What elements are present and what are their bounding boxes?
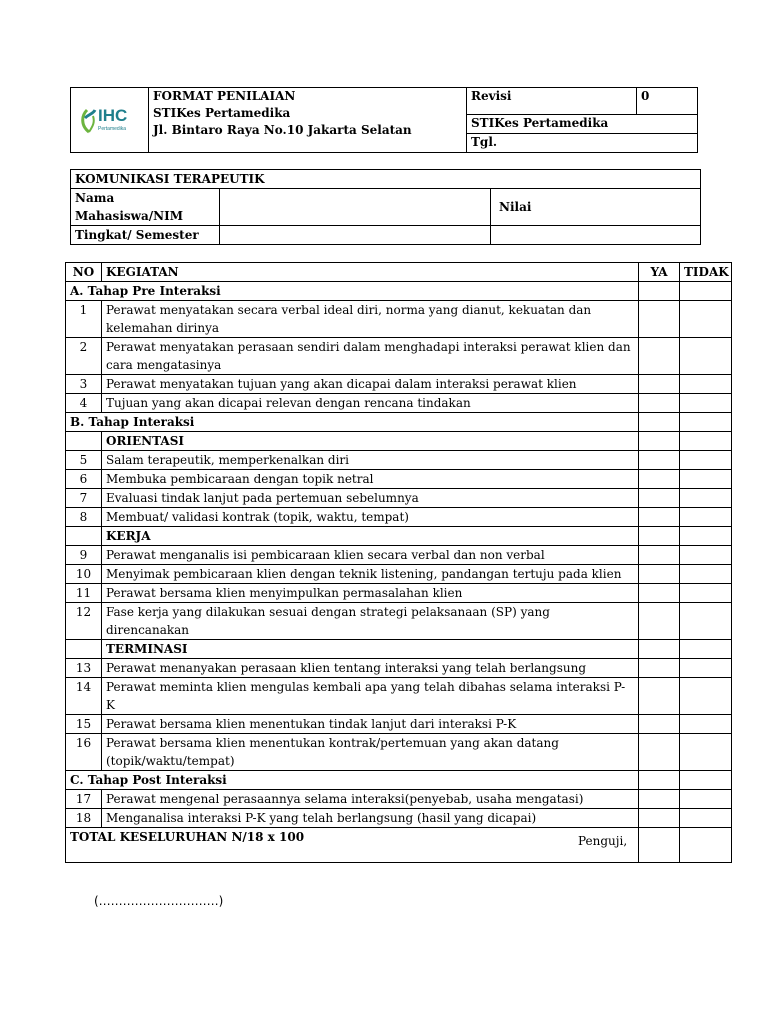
table-row [66, 734, 732, 771]
item-text: Tujuan yang akan dicapai relevan dengan rencana tindakan [102, 394, 639, 413]
item-text: Salam terapeutik, memperkenalkan diri [102, 451, 639, 470]
table-row [66, 301, 732, 338]
ya-cell[interactable] [639, 489, 680, 508]
tidak-cell[interactable] [680, 508, 732, 527]
item-number: 9 [66, 546, 102, 565]
ya-cell[interactable] [639, 809, 680, 828]
section-interaksi [66, 413, 732, 432]
ya-cell[interactable] [639, 715, 680, 734]
item-text: Membuat/ validasi kontrak (topik, waktu, tempat) [102, 508, 639, 527]
tidak-cell[interactable] [680, 413, 732, 432]
table-row [66, 451, 732, 470]
nilai-label: Nilai [491, 189, 701, 226]
section-pre-interaksi-label: A. Tahap Pre Interaksi [66, 282, 639, 301]
item-text: Perawat menyatakan tujuan yang akan dicapai dalam interaksi perawat klien [102, 375, 639, 394]
tidak-cell[interactable] [680, 527, 732, 546]
tidak-cell[interactable] [680, 678, 732, 715]
table-row [66, 809, 732, 828]
item-number: 2 [66, 338, 102, 375]
item-number: 8 [66, 508, 102, 527]
table-row [66, 546, 732, 565]
ya-cell[interactable] [639, 282, 680, 301]
tidak-cell[interactable] [680, 470, 732, 489]
ya-cell[interactable] [639, 584, 680, 603]
item-text: Perawat bersama klien menentukan tindak lanjut dari interaksi P-K [102, 715, 639, 734]
tidak-cell[interactable] [680, 282, 732, 301]
section-pre-interaksi [66, 282, 732, 301]
subsection-kerja-label: KERJA [102, 527, 639, 546]
table-row [66, 584, 732, 603]
subsection-kerja [66, 527, 732, 546]
item-text: Evaluasi tindak lanjut pada pertemuan sebelumnya [102, 489, 639, 508]
item-text: Perawat meminta klien mengulas kembali apa yang telah dibahas selama interaksi P-K [102, 678, 639, 715]
tidak-cell[interactable] [680, 301, 732, 338]
header-institution-cell [149, 88, 467, 153]
item-text: Membuka pembicaraan dengan topik netral [102, 470, 639, 489]
tidak-cell[interactable] [680, 659, 732, 678]
table-row [66, 470, 732, 489]
item-text: Perawat mengenal perasaannya selama interaksi(penyebab, usaha mengatasi) [102, 790, 639, 809]
revisi-label: Revisi [467, 88, 637, 115]
item-text: Perawat bersama klien menyimpulkan permasalahan klien [102, 584, 639, 603]
institution-address: Jl. Bintaro Raya No.10 Jakarta Selatan [153, 123, 412, 137]
logo-subtext: Pertamedika [98, 126, 127, 132]
section-post-interaksi-label: C. Tahap Post Interaksi [66, 771, 639, 790]
tidak-cell[interactable] [680, 451, 732, 470]
ya-cell[interactable] [639, 603, 680, 640]
logo-text: IHC [98, 106, 128, 125]
item-text: Perawat bersama klien menentukan kontrak/pertemuan yang akan datang (topik/waktu/tempat) [102, 734, 639, 771]
signature-line: (…………………………) [94, 894, 224, 908]
item-text: Perawat menyatakan secara verbal ideal diri, norma yang dianut, kekuatan dan kelemahan dirinya [102, 301, 639, 338]
ya-cell[interactable] [639, 432, 680, 451]
col-ya: YA [639, 263, 680, 282]
item-number: 4 [66, 394, 102, 413]
ya-cell[interactable] [639, 527, 680, 546]
tidak-cell[interactable] [680, 394, 732, 413]
ya-cell[interactable] [639, 338, 680, 375]
table-row [66, 659, 732, 678]
subsection-orientasi-label: ORIENTASI [102, 432, 639, 451]
ya-cell[interactable] [639, 546, 680, 565]
tgl-label: Tgl. [467, 134, 698, 153]
tidak-cell[interactable] [680, 640, 732, 659]
assessment-table-body [66, 263, 732, 863]
table-row [66, 678, 732, 715]
tidak-cell[interactable] [680, 790, 732, 809]
tidak-cell[interactable] [680, 546, 732, 565]
tidak-cell[interactable] [680, 338, 732, 375]
table-row [66, 790, 732, 809]
form-title: FORMAT PENILAIAN [153, 89, 296, 103]
tidak-cell[interactable] [680, 432, 732, 451]
empty-no-cell [66, 432, 102, 451]
header-table [70, 87, 698, 153]
ya-cell[interactable] [639, 771, 680, 790]
ya-cell[interactable] [639, 451, 680, 470]
col-kegiatan: KEGIATAN [102, 263, 639, 282]
ya-cell[interactable] [639, 301, 680, 338]
nama-label-line1: Nama [75, 191, 115, 205]
item-number: 6 [66, 470, 102, 489]
table-row [66, 508, 732, 527]
item-text: Perawat menanyakan perasaan klien tentang interaksi yang telah berlangsung [102, 659, 639, 678]
item-text: Fase kerja yang dilakukan sesuai dengan strategi pelaksanaan (SP) yang direncanakan [102, 603, 639, 640]
total-row [66, 828, 732, 863]
tidak-cell[interactable] [680, 771, 732, 790]
total-label: TOTAL KESELURUHAN N/18 x 100 [66, 828, 639, 863]
col-no: NO [66, 263, 102, 282]
item-number: 18 [66, 809, 102, 828]
student-info-table [70, 169, 701, 245]
ya-cell[interactable] [639, 375, 680, 394]
tidak-cell[interactable] [680, 584, 732, 603]
tidak-cell[interactable] [680, 715, 732, 734]
item-text: Perawat menyatakan perasaan sendiri dalam menghadapi interaksi perawat klien dan cara mengatasinya [102, 338, 639, 375]
table-header-row [66, 263, 732, 282]
item-number: 15 [66, 715, 102, 734]
empty-no-cell [66, 527, 102, 546]
table-row [66, 603, 732, 640]
subsection-orientasi [66, 432, 732, 451]
nama-label [71, 189, 220, 226]
ya-cell[interactable] [639, 565, 680, 584]
tidak-cell[interactable] [680, 809, 732, 828]
item-text: Perawat menganalis isi pembicaraan klien secara verbal dan non verbal [102, 546, 639, 565]
ihc-logo [71, 88, 149, 152]
table-row [66, 375, 732, 394]
section-interaksi-label: B. Tahap Interaksi [66, 413, 639, 432]
item-number: 17 [66, 790, 102, 809]
ya-cell[interactable] [639, 413, 680, 432]
item-text: Menyimak pembicaraan klien dengan teknik listening, pandangan tertuju pada klien [102, 565, 639, 584]
ya-cell[interactable] [639, 640, 680, 659]
table-row [66, 565, 732, 584]
ya-cell[interactable] [639, 659, 680, 678]
item-number: 5 [66, 451, 102, 470]
item-number: 10 [66, 565, 102, 584]
item-number: 7 [66, 489, 102, 508]
item-number: 11 [66, 584, 102, 603]
penguji-label: Penguji, [578, 834, 628, 848]
nama-label-line2: Mahasiswa/NIM [75, 209, 183, 223]
ya-cell[interactable] [639, 394, 680, 413]
institution-name: STIKes Pertamedika [153, 106, 291, 120]
table-row [66, 338, 732, 375]
ya-cell[interactable] [639, 508, 680, 527]
total-tidak-cell[interactable] [680, 828, 732, 863]
tidak-cell[interactable] [680, 734, 732, 771]
item-number: 13 [66, 659, 102, 678]
table-row [66, 394, 732, 413]
item-number: 14 [66, 678, 102, 715]
tidak-cell[interactable] [680, 603, 732, 640]
ya-cell[interactable] [639, 790, 680, 809]
ya-cell[interactable] [639, 734, 680, 771]
right-institution: STIKes Pertamedika [467, 115, 698, 134]
ya-cell[interactable] [639, 678, 680, 715]
ya-cell[interactable] [639, 470, 680, 489]
subsection-terminasi [66, 640, 732, 659]
empty-no-cell [66, 640, 102, 659]
section-post-interaksi [66, 771, 732, 790]
revisi-value: 0 [637, 88, 698, 115]
tidak-cell[interactable] [680, 565, 732, 584]
item-text: Menganalisa interaksi P-K yang telah berlangsung (hasil yang dicapai) [102, 809, 639, 828]
item-number: 12 [66, 603, 102, 640]
nilai-field[interactable] [491, 226, 701, 245]
assessment-table [65, 262, 732, 863]
table-row [66, 715, 732, 734]
section-title: KOMUNIKASI TERAPEUTIK [71, 170, 701, 189]
tingkat-label: Tingkat/ Semester [71, 226, 220, 245]
tidak-cell[interactable] [680, 489, 732, 508]
col-tidak: TIDAK [680, 263, 732, 282]
nama-field[interactable] [220, 189, 491, 226]
tingkat-field[interactable] [220, 226, 491, 245]
item-number: 16 [66, 734, 102, 771]
logo-cell [71, 88, 149, 153]
item-number: 1 [66, 301, 102, 338]
total-ya-cell[interactable] [639, 828, 680, 863]
tidak-cell[interactable] [680, 375, 732, 394]
subsection-terminasi-label: TERMINASI [102, 640, 639, 659]
table-row [66, 489, 732, 508]
item-number: 3 [66, 375, 102, 394]
